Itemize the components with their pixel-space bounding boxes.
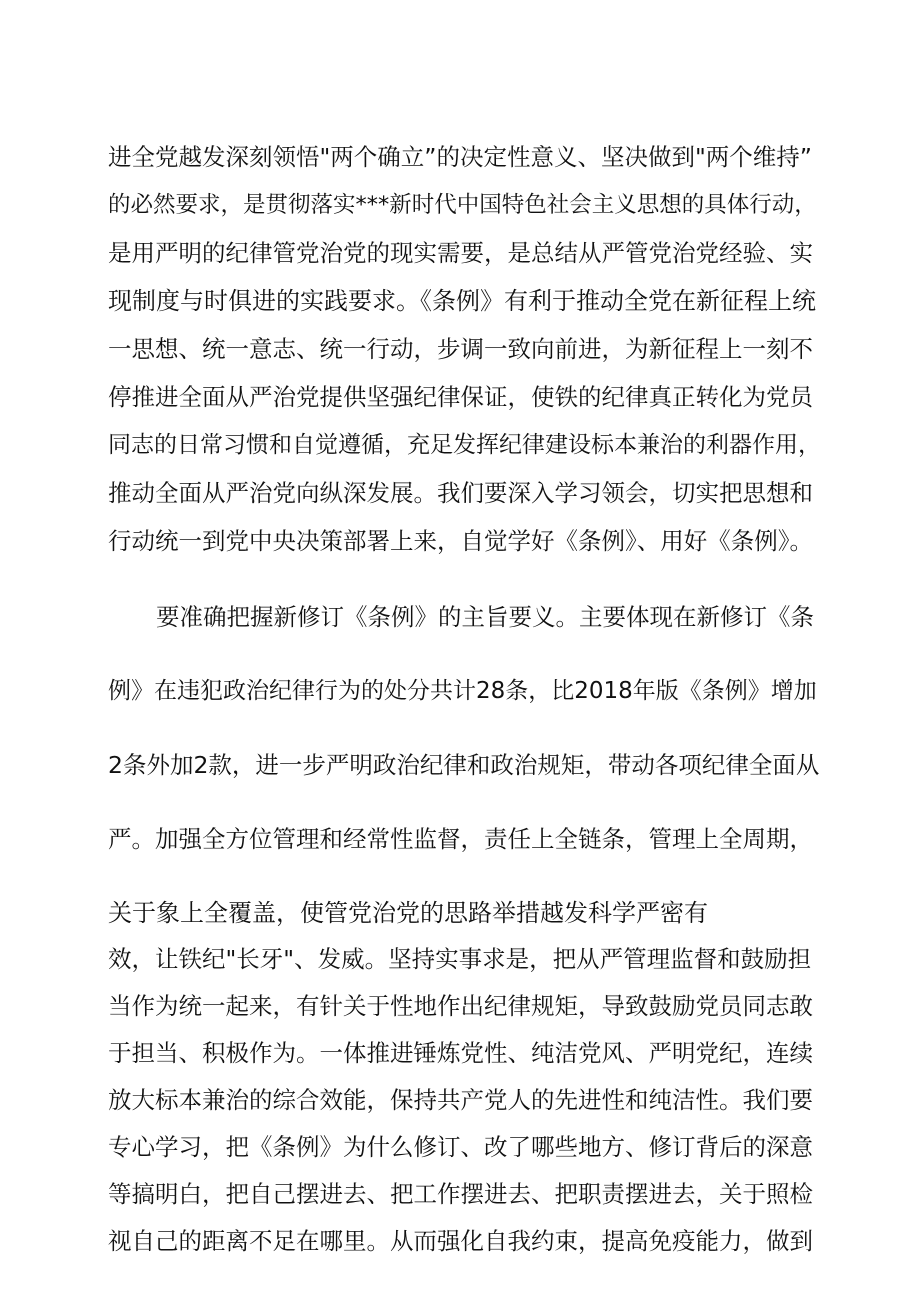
- paragraph-2-line-12: 视自己的距离不足在哪里。从而强化自我约束，提高免疫能力，做到: [108, 1227, 813, 1255]
- paragraph-1-line-9: 行动统一到党中央决策部署上来，自觉学好《条例》、用好《条例》。: [108, 527, 813, 555]
- paragraph-1-line-6: 停推进全面从严治党提供坚强纪律保证，使铁的纪律真正转化为党员: [108, 383, 813, 411]
- paragraph-2-line-2: 例》在违犯政治纪律行为的处分共计28条，比2018年版《条例》增加: [108, 678, 817, 704]
- paragraph-1-line-5: 一思想、统一意志、统一行动，步调一致向前进，为新征程上一刻不: [108, 335, 813, 363]
- paragraph-1-line-2: 的必然要求，是贯彻落实***新时代中国特色社会主义思想的具体行动，: [108, 192, 817, 218]
- paragraph-2-line-5: 关于象上全覆盖，使管党治党的思路举措越发科学严密有: [108, 899, 708, 927]
- paragraph-1-line-7: 同志的日常习惯和自觉遵循，充足发挥纪律建设标本兼治的利器作用，: [108, 432, 821, 458]
- paragraph-2-line-10: 专心学习，把《条例》为什么修订、改了哪些地方、修订背后的深意: [108, 1133, 813, 1161]
- paragraph-2-line-1: 要准确把握新修订《条例》的主旨要义。主要体现在新修订《条: [156, 603, 814, 631]
- paragraph-2-line-3: 2条外加2款，进一步严明政治纪律和政治规矩，带动各项纪律全面从: [108, 751, 820, 779]
- paragraph-2-line-8: 于担当、积极作为。一体推进锤炼党性、纯洁党风、严明党纪，连续: [108, 1039, 813, 1067]
- paragraph-1-line-3: 是用严明的纪律管党治党的现实需要，是总结从严管党治党经验、实: [108, 239, 813, 267]
- paragraph-2-line-6: 效，让铁纪"长牙"、发威。坚持实事求是，把从严管理监督和鼓励担: [108, 945, 812, 973]
- paragraph-2-line-4: 严。加强全方位管理和经常性监督，责任上全链条，管理上全周期，: [108, 825, 813, 853]
- paragraph-1-line-1: 进全党越发深刻领悟"两个确立”的决定性意义、坚决做到"两个维持”: [108, 143, 812, 171]
- paragraph-2-line-9: 放大标本兼治的综合效能，保持共产党人的先进性和纯洁性。我们要: [108, 1086, 813, 1114]
- paragraph-1-line-4: 现制度与时俱进的实践要求。《条例》有利于推动全党在新征程上统: [108, 287, 816, 315]
- paragraph-2-line-11: 等搞明白，把自己摆进去、把工作摆进去、把职责摆进去，关于照检: [108, 1180, 813, 1208]
- paragraph-2-line-7: 当作为统一起来，有针关于性地作出纪律规矩，导致鼓励党员同志敢: [108, 992, 813, 1020]
- paragraph-1-line-8: 推动全面从严治党向纵深发展。我们要深入学习领会，切实把思想和: [108, 479, 813, 507]
